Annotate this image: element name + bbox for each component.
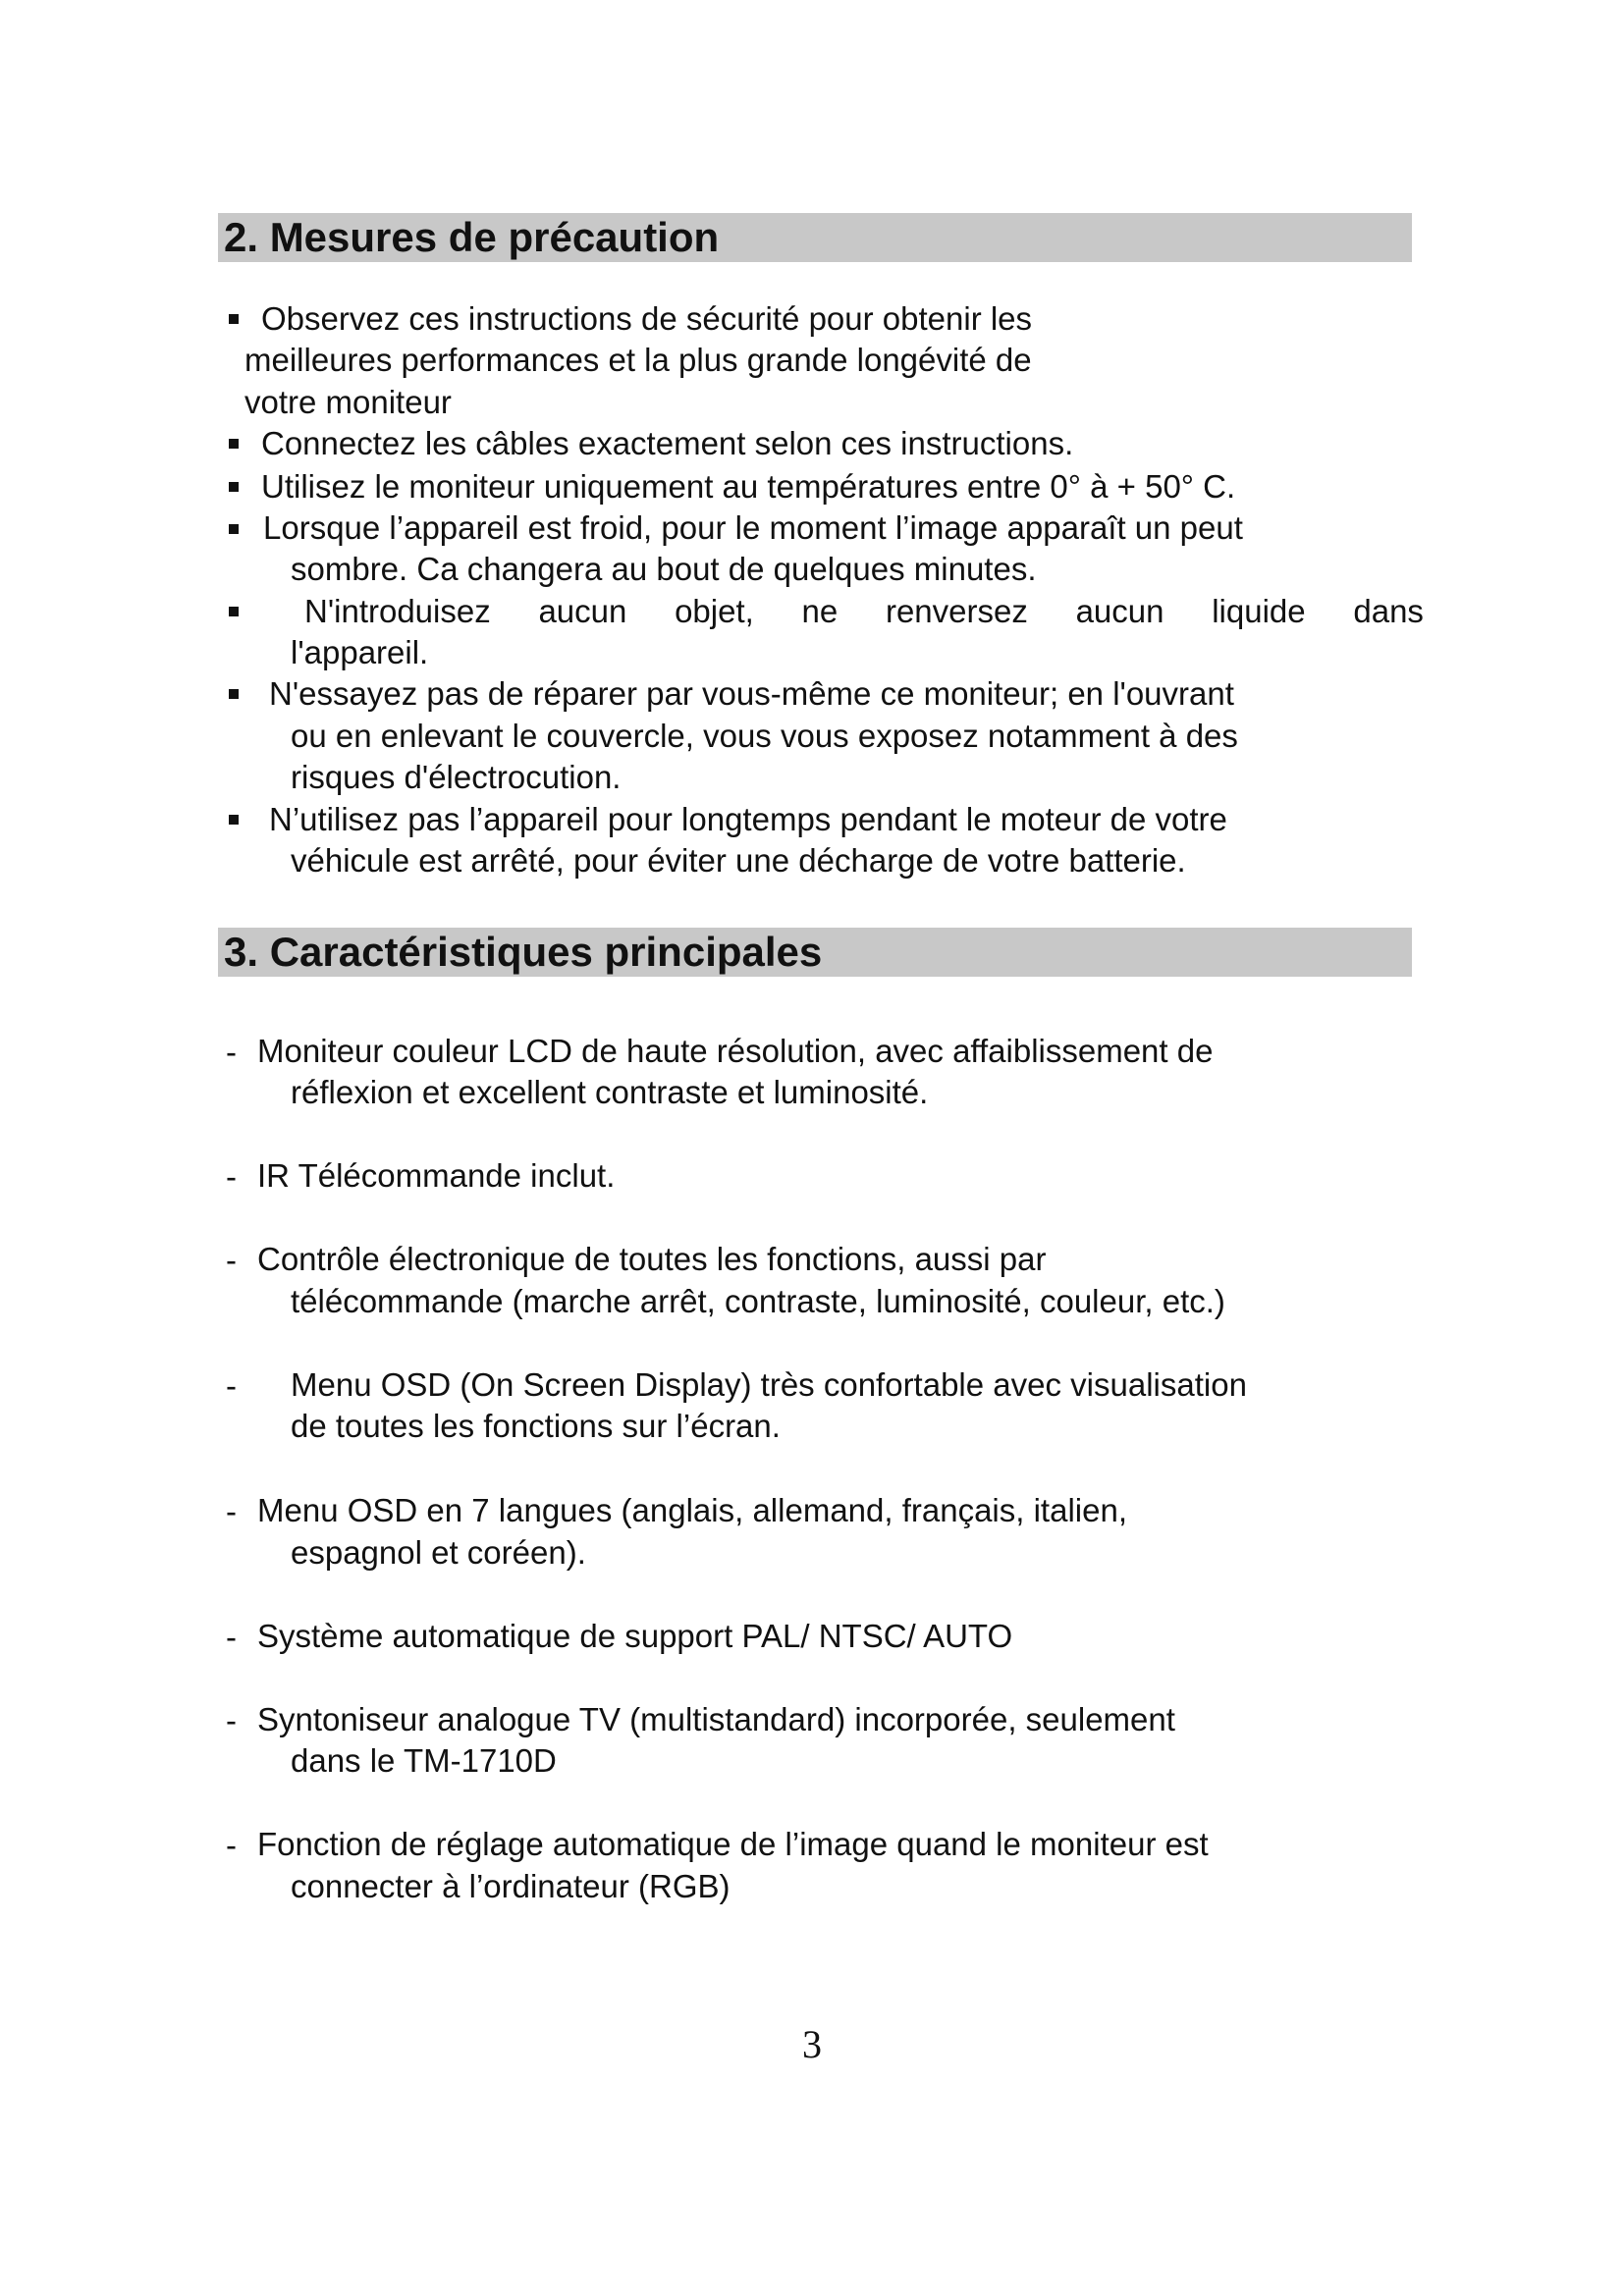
list-item-text: de toutes les fonctions sur l’écran. <box>291 1408 781 1444</box>
list-item-text: télécommande (marche arrêt, contraste, luminosité, couleur, etc.) <box>291 1283 1225 1319</box>
list-item-text: Contrôle électronique de toutes les fonctions, aussi par <box>257 1241 1047 1277</box>
bullet-icon <box>229 314 239 324</box>
list-item-text: sombre. Ca changera au bout de quelques minutes. <box>291 551 1037 587</box>
list-item-text: Utilisez le moniteur uniquement au températures entre 0° à + 50° C. <box>261 468 1236 505</box>
word: N'introduisez <box>304 593 491 629</box>
list-item-text: Système automatique de support PAL/ NTSC/ AUTO <box>257 1618 1013 1654</box>
bullet-icon <box>229 524 239 534</box>
bullet-icon <box>229 815 239 825</box>
list-item-text: Connectez les câbles exactement selon ces instructions. <box>261 425 1074 461</box>
bullet-icon <box>229 482 239 492</box>
dash-icon: - <box>226 1158 237 1195</box>
word: dans <box>1353 593 1424 629</box>
list-item-text: Lorsque l’appareil est froid, pour le moment l’image apparaît un peut <box>263 509 1243 546</box>
list-item-text: Syntoniseur analogue TV (multistandard) incorporée, seulement <box>257 1701 1175 1737</box>
list-item-text: dans le TM-1710D <box>291 1742 557 1779</box>
word: liquide <box>1212 593 1306 629</box>
list-item-text: réflexion et excellent contraste et luminosité. <box>291 1074 929 1110</box>
dash-icon: - <box>226 1493 237 1529</box>
word: ne <box>801 593 839 629</box>
dash-icon: - <box>226 1827 237 1863</box>
dash-icon: - <box>226 1367 237 1404</box>
list-item-text: l'appareil. <box>291 634 429 670</box>
list-item-text: ou en enlevant le couvercle, vous vous exposez notamment à des <box>291 718 1238 754</box>
list-item-text: Moniteur couleur LCD de haute résolution, avec affaiblissement de <box>257 1033 1214 1069</box>
list-item-text: Menu OSD (On Screen Display) très confortable avec visualisation <box>291 1366 1247 1403</box>
section-heading-features: 3. Caractéristiques principales <box>218 928 1412 977</box>
list-item-text: Menu OSD en 7 langues (anglais, allemand, français, italien, <box>257 1492 1127 1528</box>
dash-icon: - <box>226 1619 237 1655</box>
list-item-text: risques d'électrocution. <box>291 759 622 795</box>
list-item-text: N'essayez pas de réparer par vous-même ce moniteur; en l'ouvrant <box>269 675 1234 712</box>
page-number: 3 <box>802 2022 822 2066</box>
dash-icon: - <box>226 1702 237 1738</box>
bullet-icon <box>229 689 239 699</box>
list-item-text: N’utilisez pas l’appareil pour longtemps pendant le moteur de votre <box>269 801 1227 837</box>
list-item-text: IR Télécommande inclut. <box>257 1157 616 1194</box>
list-item-text: Fonction de réglage automatique de l’image quand le moniteur est <box>257 1826 1209 1862</box>
bullet-icon <box>229 439 239 449</box>
list-item-text: votre moniteur <box>244 384 452 420</box>
word: objet, <box>675 593 754 629</box>
list-item-text: meilleures performances et la plus grande longévité de <box>244 342 1032 378</box>
list-item-text: espagnol et coréen). <box>291 1534 586 1571</box>
list-item-text: véhicule est arrêté, pour éviter une décharge de votre batterie. <box>291 842 1186 879</box>
word: renversez <box>885 593 1028 629</box>
list-item-text: connecter à l’ordinateur (RGB) <box>291 1868 731 1904</box>
word: aucun <box>1075 593 1164 629</box>
list-item-text <box>304 592 1424 631</box>
dash-icon: - <box>226 1242 237 1278</box>
dash-icon: - <box>226 1034 237 1070</box>
bullet-icon <box>229 607 239 616</box>
list-item-text: Observez ces instructions de sécurité pour obtenir les <box>261 300 1033 337</box>
word: aucun <box>538 593 627 629</box>
section-heading-precautions: 2. Mesures de précaution <box>218 213 1412 262</box>
